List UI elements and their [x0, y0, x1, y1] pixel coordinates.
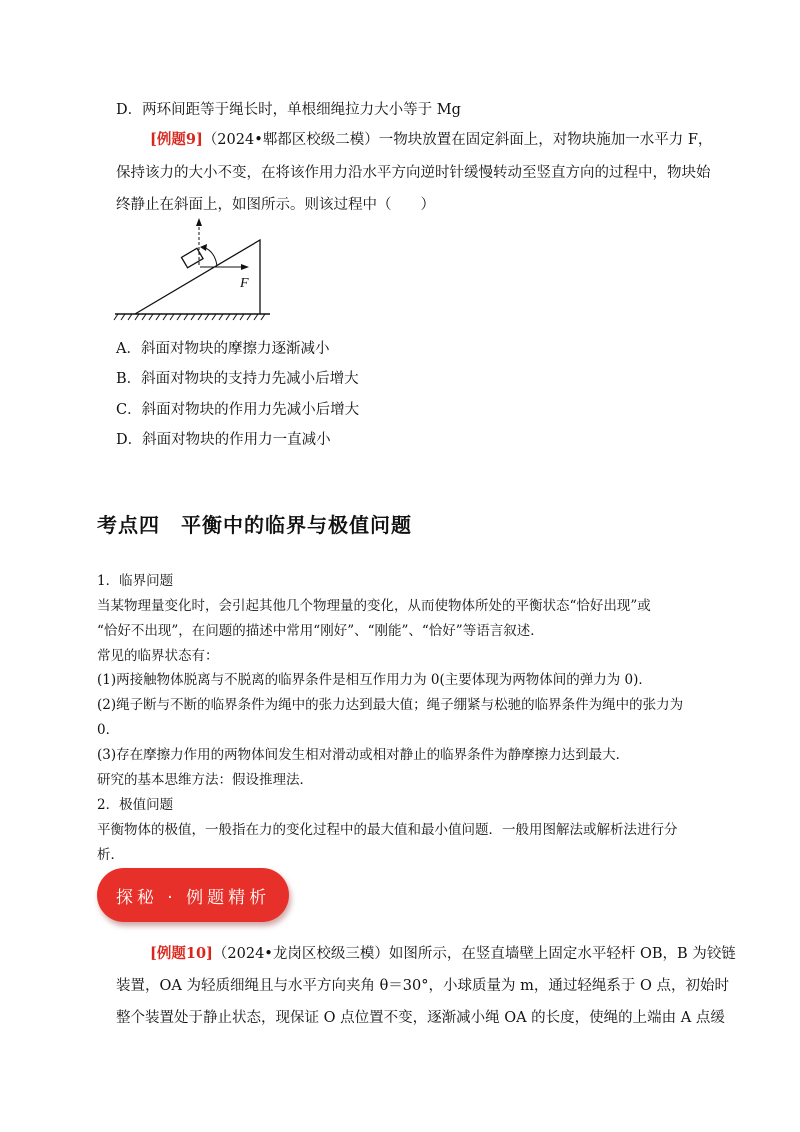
example9-line2: 保持该力的大小不变，在将该作用力沿水平方向逆时针缓慢转动至竖直方向的过程中，物块始 [116, 165, 711, 181]
example9-line1 [150, 128, 712, 149]
content-line: 0． [97, 722, 120, 738]
incline-figure [110, 210, 280, 326]
force-arrowhead [241, 264, 249, 270]
force-label: F [240, 276, 249, 291]
example10-line3: 整个装置处于静止状态，现保证 O 点位置不变，逐渐减小绳 OA 的长度，使绳的上端由 A 点缓 [116, 1010, 725, 1026]
q8-option-d: D．两环间距等于绳长时，单根细绳拉力大小等于 Mg [116, 102, 461, 118]
content-line: 析． [97, 847, 124, 863]
example9-option-b: B．斜面对物块的支持力先减小后增大 [116, 371, 359, 387]
content-line: 平衡物体的极值，一般指在力的变化过程中的最大值和最小值问题．一般用图解法或解析法进行分 [97, 822, 678, 838]
example9-line1-text: （2024•郫都区校级二模）一物块放置在固定斜面上，对物块施加一水平力 F， [202, 132, 713, 148]
example10-tag: [例题10] [150, 945, 213, 962]
block [181, 248, 203, 267]
content-line: 2．极值问题 [97, 797, 174, 813]
ground-hatching [114, 314, 265, 320]
example10-line1-text: （2024•龙岗区校级三模）如图所示，在竖直墙壁上固定水平轻杆 OB，B 为铰链 [212, 946, 736, 962]
example9-option-a: A．斜面对物块的摩擦力逐渐减小 [116, 341, 330, 357]
example10-line2: 装置，OA 为轻质细绳且与水平方向夹角 θ＝30°，小球质量为 m，通过轻绳系于 O 点，初始时 [116, 978, 729, 994]
example-analysis-banner: 探秘 · 例题精析 [97, 868, 289, 922]
content-line: “恰好不出现”，在问题的描述中常用“刚好”、“刚能”、“恰好”等语言叙述． [97, 623, 544, 639]
content-line: 当某物理量变化时，会引起其他几个物理量的变化，从而使物体所处的平衡状态“恰好出现”或 [97, 598, 651, 614]
example9-tag: [例题9] [150, 131, 203, 148]
example9-option-d: D．斜面对物块的作用力一直减小 [116, 432, 331, 448]
content-line: 研究的基本思维方法：假设推理法． [97, 772, 313, 788]
example10-line1 [150, 942, 736, 963]
example9-line3: 终静止在斜面上，如图所示。则该过程中（ ） [116, 197, 435, 213]
example9-option-c: C．斜面对物块的作用力先减小后增大 [116, 402, 360, 418]
content-line: (2)绳子断与不断的临界条件为绳中的张力达到最大值；绳子绷紧与松驰的临界条件为绳中的张力为 [97, 697, 684, 713]
content-line: (3)存在摩擦力作用的两物体间发生相对滑动或相对静止的临界条件为静摩擦力达到最大． [97, 747, 630, 763]
content-line: 1．临界问题 [97, 573, 174, 589]
rotation-arrowhead [200, 244, 207, 251]
content-line: (1)两接触物体脱离与不脱离的临界条件是相互作用力为 0(主要体现为两物体间的弹力为 0)． [97, 672, 652, 688]
section-heading: 考点四 平衡中的临界与极值问题 [97, 513, 412, 537]
content-line: 常见的临界状态有： [97, 648, 219, 664]
vertical-arrowhead [196, 218, 202, 226]
